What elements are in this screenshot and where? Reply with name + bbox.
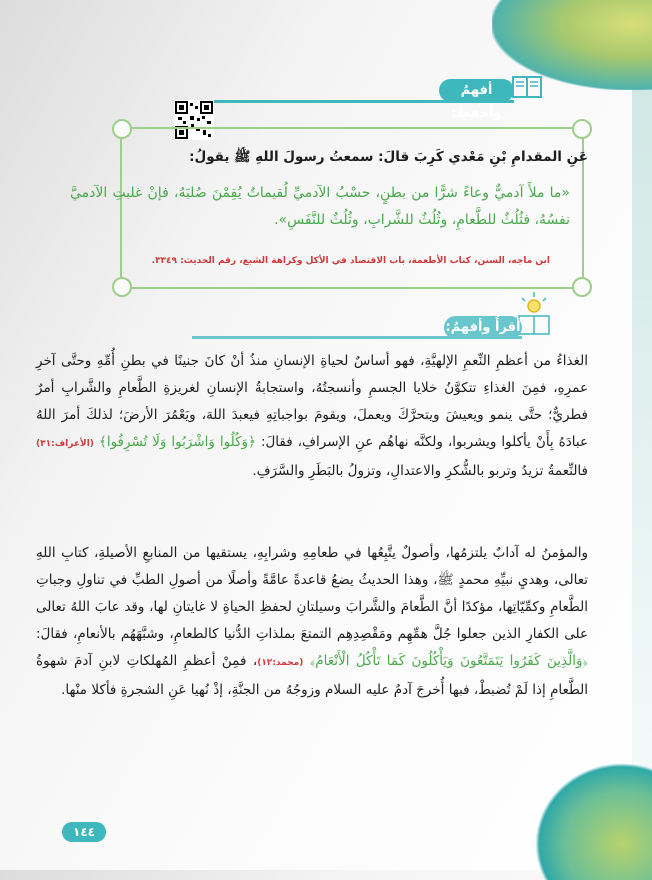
- section-title-understand-memorize: أفهمُ وأحفظُ:: [439, 79, 514, 102]
- paragraph-text: الغذاءُ من أعظمِ النِّعمِ الإلهيَّةِ، فهو أساسٌ لحياةِ الإنسانِ منذُ أنْ كانَ جنينًا في بطنِ أُمِّهِ وحتَّى آخرِ عمرِهِ، فمِنَ الغذاءِ تتكوَّنُ خلايا الجسمِ وأنسجتُهُ، واستجابةُ الإنسانِ لغريزةِ الطَّعامِ والشَّرابِ أمرٌ فطريٌّ؛ حتَّى ينمو ويعيشَ ويتحرَّكَ ويعملَ، ويقومَ بواجباتِهِ فيعبدَ اللهَ، ويَعْمُرَ الأرضَ؛ لذلكَ أمرَ اللهُ عبادَهُ بِأَنْ يأكلوا ويشربوا، ولكنَّه نهاهُم عنِ الإسرافِ، فقالَ:: [36, 353, 588, 450]
- frame-corner: [112, 277, 132, 297]
- section-title-read-understand: أقرأُ وأفهمُ:: [444, 316, 522, 339]
- paragraph-text: فالنِّعمةُ تزيدُ وتربو بالشُّكرِ والاعتدالِ، وتزولُ بالبَطَرِ والسَّرَفِ.: [252, 463, 588, 479]
- paragraph-text: والمؤمنُ له آدابٌ يلتزمُها، وأصولٌ يتَّبِعُها في طعامِهِ وشرابِهِ، يستقيها من المنابعِ الأصيلةِ، كتابِ اللهِ تعالى، وهديِ نبيِّهِ محمدٍ ﷺ، وهذا الحديثُ يضعُ قاعدةً عامَّةً وأصلًا من أصولِ الطبِّ في تناولِ وجباتِ الطَّعامِ وكمِّيّاتِها، مؤكدًا أنَّ الطَّعامَ والشَّرابَ وسيلتانِ لحفظِ الحياةِ لا غايتانِ لها، وقد عابَ اللهُ تعالى على الكفارِ الذين جعلوا جُلَّ همِّهِم ومَقْصِدِهِم التمتعَ بملذاتِ الدُّنيا كالطعامِ، وشبَّهَهُم بالأنعامِ، فقالَ:: [36, 545, 588, 642]
- paragraph-2: [36, 540, 588, 704]
- verse-reference: (محمد:١٢): [257, 658, 304, 668]
- page-number: ١٤٤: [62, 822, 106, 842]
- paragraph-1: [36, 348, 588, 485]
- verse-reference: (الأعراف:٣١): [36, 439, 94, 449]
- hadith-source: ابن ماجه، السنن، كتاب الأطعمة، باب الاقتصاد في الأكل وكراهة الشبع، رقم الحديث: ٣٣٤٩.: [151, 256, 550, 266]
- quran-verse: ﴿وَالَّذِينَ كَفَرُوا يَتَمَتَّعُونَ وَيَأْكُلُونَ كَمَا تَأْكُلُ الْأَنْعَامُ﴾: [309, 653, 589, 669]
- hadith-text: «ما ملأَ آدميٌّ وعاءً شرًّا من بطنٍ، حسْبُ الآدميِّ لُقيماتٌ يُقِمْنَ صُلبَهُ، فإنْ غلبتِ الآدميَّ نفسُهُ، فثُلُثٌ للطَّعامِ، وثُلُثٌ للشَّرابِ، وثُلُثٌ للنَّفَسِ».: [70, 185, 570, 228]
- frame-corner: [572, 119, 592, 139]
- decorative-blob-bottom: [532, 760, 652, 880]
- frame-corner: [112, 119, 132, 139]
- hadith-intro: عَنِ المقدامِ بْنِ مَعْدي كَرِبَ قالَ: سمعتُ رسولَ اللهِ ﷺ يقولُ:: [189, 149, 588, 165]
- section-divider: [192, 336, 522, 339]
- quran-verse: ﴿وَكُلُوا وَاشْرَبُوا وَلَا تُسْرِفُوا﴾: [98, 434, 256, 450]
- paragraph-text: ، فمِنْ أعظمِ المُهلكاتِ لابنِ آدمَ شهوةُ الطَّعامِ إذا لَمْ تُضبطْ، فبها أُخرجَ آدمُ عليه السلام وزوجُهُ من الجنَّةِ، إذْ نُهيا عَنِ الشجرةِ فأكلا منْها.: [36, 653, 588, 698]
- open-book-icon: [512, 71, 542, 101]
- decorative-side-strip: [632, 60, 652, 820]
- section-divider: [184, 100, 514, 103]
- frame-corner: [572, 277, 592, 297]
